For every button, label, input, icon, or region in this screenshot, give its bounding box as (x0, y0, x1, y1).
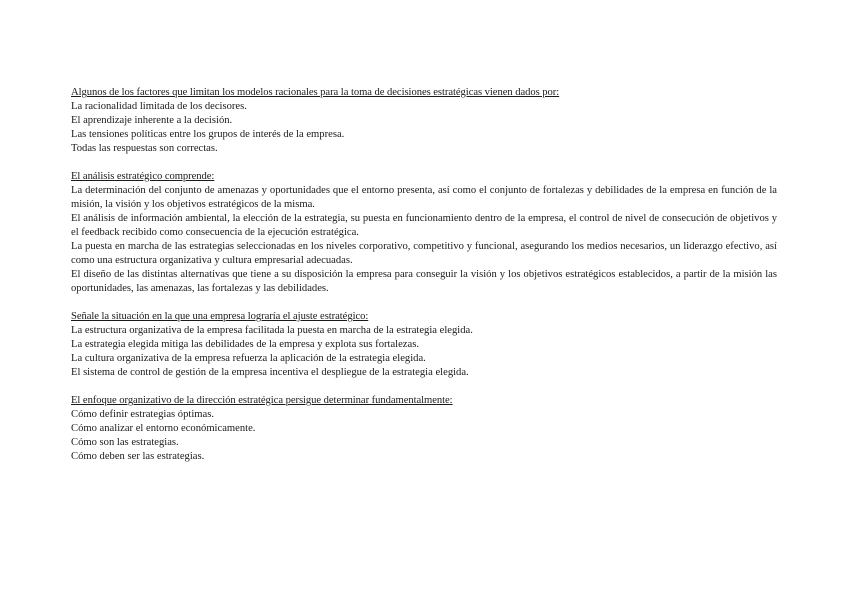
question-1 (71, 86, 777, 156)
answer-option: El sistema de control de gestión de la empresa incentiva el despliegue de la estrategia elegida. (71, 367, 469, 378)
document-page (71, 86, 777, 478)
question-2 (71, 170, 777, 296)
question-title: Señale la situación en la que una empresa lograría el ajuste estratégico: (71, 311, 369, 322)
answer-option: La cultura organizativa de la empresa refuerza la aplicación de la estrategia elegida. (71, 353, 426, 364)
answer-option: La puesta en marcha de las estrategias seleccionadas en los niveles corporativo, competitivo y funcional, asegurando los medios necesarios, un liderazgo efectivo, así como una estructura organizativa y cultura empresarial adecuadas. (71, 241, 777, 266)
answer-option: El análisis de información ambiental, la elección de la estrategia, su puesta en funcionamiento dentro de la empresa, el control de nivel de consecución de objetivos y el feedback recibido como consecuencia de la ejecución estratégica. (71, 213, 777, 238)
question-title: El enfoque organizativo de la dirección estratégica persigue determinar fundamentalmente: (71, 395, 453, 406)
answer-option: La racionalidad limitada de los decisores. (71, 101, 247, 112)
answer-option: Las tensiones políticas entre los grupos de interés de la empresa. (71, 129, 345, 140)
answer-option: La estructura organizativa de la empresa facilitada la puesta en marcha de la estrategia elegida. (71, 325, 473, 336)
answer-option: Cómo analizar el entorno económicamente. (71, 423, 256, 434)
answer-option: Cómo son las estrategias. (71, 437, 179, 448)
answer-option: Cómo deben ser las estrategias. (71, 451, 205, 462)
question-title: Algunos de los factores que limitan los modelos racionales para la toma de decisiones estratégicas vienen dados por: (71, 87, 560, 98)
question-4 (71, 394, 777, 464)
answer-option: Cómo definir estrategias óptimas. (71, 409, 214, 420)
answer-option: El aprendizaje inherente a la decisión. (71, 115, 233, 126)
answer-option: La estrategia elegida mitiga las debilidades de la empresa y explota sus fortalezas. (71, 339, 419, 350)
question-title: El análisis estratégico comprende: (71, 171, 215, 182)
answer-option: Todas las respuestas son correctas. (71, 143, 218, 154)
answer-option: La determinación del conjunto de amenazas y oportunidades que el entorno presenta, así como el conjunto de fortalezas y debilidades de la empresa en función de la misión, la visión y los objetivos estratégicos de la misma. (71, 185, 777, 210)
answer-option: El diseño de las distintas alternativas que tiene a su disposición la empresa para conseguir la visión y los objetivos estratégicos establecidos, a partir de la misión las oportunidades, las amenazas, las fortalezas y las debilidades. (71, 269, 777, 294)
question-3 (71, 310, 777, 380)
